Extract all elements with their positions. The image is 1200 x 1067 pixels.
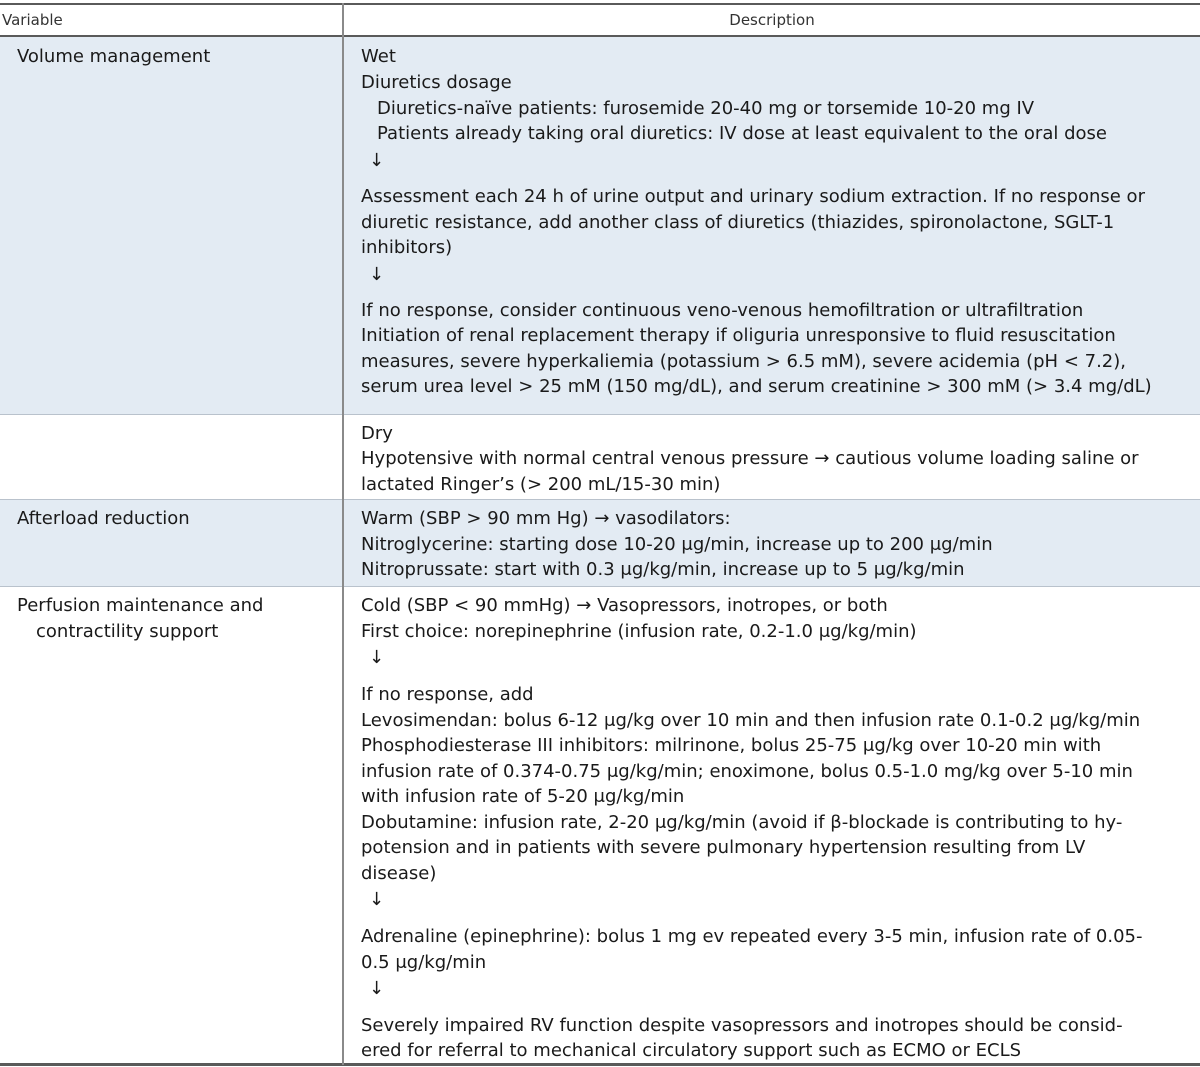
description-line: Cold (SBP < 90 mmHg) → Vasopressors, inotropes, or both: [361, 595, 888, 616]
description-line: potension and in patients with severe pulmonary hypertension resulting from LV: [361, 837, 1086, 858]
description-line: Nitroprussate: start with 0.3 μg/kg/min, increase up to 5 μg/kg/min: [361, 559, 965, 580]
variable-cell: Afterload reduction: [17, 508, 190, 529]
description-line: Diuretics dosage: [361, 72, 512, 93]
description-line: Patients already taking oral diuretics: IV dose at least equivalent to the oral dose: [377, 123, 1107, 144]
row-divider: [0, 586, 1200, 587]
column-header-description: Description: [729, 11, 815, 29]
table-header-rule: [0, 35, 1200, 37]
down-arrow-icon: ↓: [369, 264, 385, 285]
description-line: infusion rate of 0.374-0.75 μg/kg/min; enoximone, bolus 0.5-1.0 mg/kg over 5-10 min: [361, 761, 1133, 782]
description-line: Warm (SBP > 90 mm Hg) → vasodilators:: [361, 508, 731, 529]
description-line: Phosphodiesterase III inhibitors: milrinone, bolus 25-75 μg/kg over 10-20 min with: [361, 735, 1102, 756]
variable-cell: [17, 593, 337, 644]
down-arrow-icon: ↓: [369, 889, 385, 910]
description-line: Nitroglycerine: starting dose 10-20 μg/min, increase up to 200 μg/min: [361, 534, 993, 555]
description-line: Severely impaired RV function despite vasopressors and inotropes should be consid-: [361, 1015, 1123, 1036]
column-divider: [342, 3, 344, 1065]
description-line: If no response, consider continuous veno-venous hemofiltration or ultrafiltration: [361, 300, 1084, 321]
description-line: Hypotensive with normal central venous pressure → cautious volume loading saline or: [361, 448, 1139, 469]
description-line: Dobutamine: infusion rate, 2-20 μg/kg/min (avoid if β-blockade is contributing to hy-: [361, 812, 1123, 833]
description-line: measures, severe hyperkaliemia (potassium > 6.5 mM), severe acidemia (pH < 7.2),: [361, 351, 1126, 372]
description-line: inhibitors): [361, 237, 453, 258]
description-line: with infusion rate of 5-20 μg/kg/min: [361, 786, 685, 807]
description-line: If no response, add: [361, 684, 534, 705]
description-line: 0.5 μg/kg/min: [361, 952, 487, 973]
down-arrow-icon: ↓: [369, 647, 385, 668]
description-line: lactated Ringer’s (> 200 mL/15-30 min): [361, 474, 721, 495]
row-divider: [0, 414, 1200, 415]
variable-line: contractility support: [36, 620, 219, 642]
description-line: Dry: [361, 423, 393, 444]
description-line: diuretic resistance, add another class of diuretics (thiazides, spironolactone, SGLT-1: [361, 212, 1115, 233]
down-arrow-icon: ↓: [369, 150, 385, 171]
description-line: disease): [361, 863, 437, 884]
description-line: Wet: [361, 46, 396, 67]
description-line: Levosimendan: bolus 6-12 μg/kg over 10 min and then infusion rate 0.1-0.2 μg/kg/min: [361, 710, 1141, 731]
down-arrow-icon: ↓: [369, 978, 385, 999]
variable-line: Perfusion maintenance and: [17, 595, 264, 616]
description-line: serum urea level > 25 mM (150 mg/dL), and serum creatinine > 300 mM (> 3.4 mg/dL): [361, 376, 1152, 397]
description-line: First choice: norepinephrine (infusion rate, 0.2-1.0 μg/kg/min): [361, 621, 917, 642]
description-line: Adrenaline (epinephrine): bolus 1 mg ev repeated every 3-5 min, infusion rate of 0.05-: [361, 926, 1143, 947]
variable-cell: Volume management: [17, 46, 211, 67]
description-line: Assessment each 24 h of urine output and urinary sodium extraction. If no response or: [361, 186, 1145, 207]
description-line: ered for referral to mechanical circulatory support such as ECMO or ECLS: [361, 1040, 1022, 1061]
description-line: Initiation of renal replacement therapy if oliguria unresponsive to fluid resuscitation: [361, 325, 1116, 346]
column-header-variable: Variable: [2, 11, 63, 29]
row-divider: [0, 499, 1200, 500]
description-line: Diuretics-naïve patients: furosemide 20-40 mg or torsemide 10-20 mg IV: [377, 98, 1035, 119]
